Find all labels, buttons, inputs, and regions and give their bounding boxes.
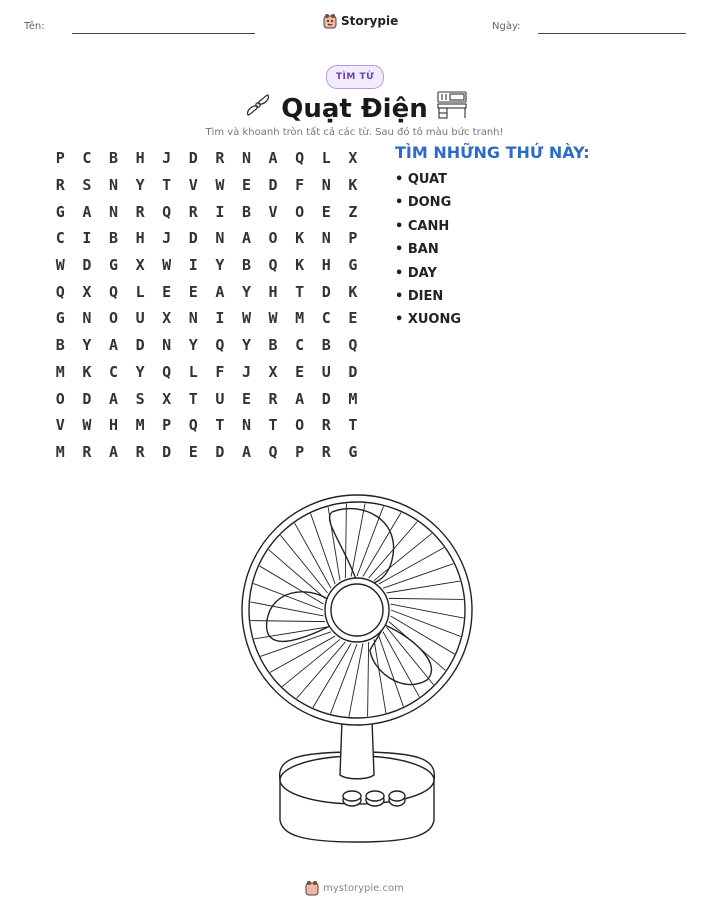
grid-cell[interactable]: R [82, 442, 92, 461]
grid-cell[interactable]: C [82, 149, 92, 168]
grid-cell[interactable]: H [135, 149, 145, 168]
grid-cell[interactable]: Q [348, 336, 358, 355]
grid-cell[interactable]: B [108, 229, 118, 248]
grid-cell[interactable]: I [215, 202, 225, 221]
grid-cell[interactable]: R [268, 389, 278, 408]
grid-cell[interactable]: G [55, 309, 65, 328]
grid-cell[interactable]: N [321, 176, 331, 195]
grid-cell[interactable]: W [215, 176, 225, 195]
grid-cell[interactable]: Q [108, 282, 118, 301]
brand-name: Storypie [341, 14, 399, 28]
grid-cell[interactable]: L [321, 149, 331, 168]
grid-cell[interactable]: X [82, 282, 92, 301]
grid-cell[interactable]: N [108, 202, 118, 221]
instructions: Tìm và khoanh tròn tất cả các từ. Sau đó tô màu bức tranh! [205, 127, 504, 138]
grid-cell[interactable]: W [82, 416, 92, 435]
grid-cell[interactable]: R [135, 442, 145, 461]
grid-cell[interactable]: U [135, 309, 145, 328]
grid-cell[interactable]: T [295, 282, 305, 301]
grid-cell[interactable]: D [321, 389, 331, 408]
grid-cell[interactable]: D [82, 256, 92, 275]
grid-cell[interactable]: Q [295, 149, 305, 168]
grid-cell[interactable]: Y [188, 336, 198, 355]
grid-cell[interactable]: G [55, 202, 65, 221]
storypie-logo-icon [305, 880, 319, 896]
grid-cell[interactable]: P [55, 149, 65, 168]
grid-cell[interactable]: W [162, 256, 172, 275]
grid-cell[interactable]: H [135, 229, 145, 248]
date-line[interactable] [538, 33, 686, 34]
word-list-item: • DIEN [395, 287, 461, 310]
grid-cell[interactable]: D [135, 336, 145, 355]
grid-cell[interactable]: A [108, 336, 118, 355]
word-search-grid [47, 145, 366, 465]
grid-cell[interactable]: O [268, 229, 278, 248]
grid-cell[interactable]: A [108, 442, 118, 461]
grid-cell[interactable]: M [55, 362, 65, 381]
grid-cell[interactable]: T [268, 416, 278, 435]
grid-cell[interactable]: A [82, 202, 92, 221]
grid-cell[interactable]: W [241, 309, 251, 328]
grid-cell[interactable]: E [295, 362, 305, 381]
grid-cell[interactable]: Q [162, 362, 172, 381]
desk-icon [436, 90, 468, 120]
grid-cell[interactable]: I [82, 229, 92, 248]
page-title: Quạt Điện [281, 94, 428, 124]
grid-cell[interactable]: Q [162, 202, 172, 221]
grid-cell[interactable]: R [135, 202, 145, 221]
grid-cell[interactable]: N [108, 176, 118, 195]
grid-cell[interactable]: I [215, 309, 225, 328]
grid-cell[interactable]: D [348, 362, 358, 381]
name-line[interactable] [72, 33, 255, 34]
word-list-item: • DAY [395, 264, 461, 287]
name-label: Tên: [24, 21, 45, 32]
grid-cell[interactable]: B [321, 336, 331, 355]
grid-cell[interactable]: H [321, 256, 331, 275]
grid-cell[interactable]: T [162, 176, 172, 195]
grid-cell[interactable]: N [82, 309, 92, 328]
grid-cell[interactable]: V [268, 202, 278, 221]
grid-cell[interactable]: A [241, 229, 251, 248]
grid-cell[interactable]: E [321, 202, 331, 221]
grid-cell[interactable]: O [55, 389, 65, 408]
grid-cell[interactable]: R [55, 176, 65, 195]
grid-cell[interactable]: Z [348, 202, 358, 221]
grid-cell[interactable]: P [295, 442, 305, 461]
footer-url[interactable]: mystorypie.com [323, 882, 404, 894]
grid-cell[interactable]: Q [268, 256, 278, 275]
grid-cell[interactable]: O [295, 202, 305, 221]
grid-cell[interactable]: K [348, 176, 358, 195]
electric-fan-illustration [232, 490, 482, 855]
word-list-item: • CANH [395, 217, 461, 240]
grid-cell[interactable]: D [268, 176, 278, 195]
grid-cell[interactable]: X [268, 362, 278, 381]
grid-cell[interactable]: N [162, 336, 172, 355]
grid-cell[interactable]: N [241, 149, 251, 168]
grid-cell[interactable]: E [162, 282, 172, 301]
grid-cell[interactable]: Y [241, 336, 251, 355]
grid-cell[interactable]: A [241, 442, 251, 461]
grid-cell[interactable]: S [135, 389, 145, 408]
grid-cell[interactable]: W [268, 309, 278, 328]
grid-cell[interactable]: N [321, 229, 331, 248]
grid-cell[interactable]: F [295, 176, 305, 195]
grid-cell[interactable]: D [188, 149, 198, 168]
grid-cell[interactable]: P [162, 416, 172, 435]
grid-cell[interactable]: B [241, 202, 251, 221]
grid-cell[interactable]: B [268, 336, 278, 355]
grid-cell[interactable]: G [108, 256, 118, 275]
grid-cell[interactable]: E [188, 282, 198, 301]
grid-cell[interactable]: D [188, 229, 198, 248]
grid-cell[interactable]: B [108, 149, 118, 168]
grid-cell[interactable]: M [348, 389, 358, 408]
grid-cell[interactable]: Q [268, 442, 278, 461]
grid-cell[interactable]: T [188, 389, 198, 408]
footer [0, 880, 709, 896]
grid-cell[interactable]: E [348, 309, 358, 328]
grid-cell[interactable]: K [295, 229, 305, 248]
word-list-item: • DONG [395, 193, 461, 216]
grid-cell[interactable]: A [215, 282, 225, 301]
grid-cell[interactable]: B [241, 256, 251, 275]
word-search-badge: TÌM TỪ [326, 65, 384, 89]
grid-cell[interactable]: K [82, 362, 92, 381]
word-list-item: • BAN [395, 240, 461, 263]
grid-cell[interactable]: M [295, 309, 305, 328]
grid-cell[interactable]: Y [135, 362, 145, 381]
grid-cell[interactable]: Y [82, 336, 92, 355]
grid-cell[interactable]: U [321, 362, 331, 381]
grid-cell[interactable]: R [215, 149, 225, 168]
grid-cell[interactable]: Y [241, 282, 251, 301]
grid-cell[interactable]: H [268, 282, 278, 301]
grid-cell[interactable]: N [215, 229, 225, 248]
grid-cell[interactable]: X [348, 149, 358, 168]
grid-cell[interactable]: M [135, 416, 145, 435]
grid-cell[interactable]: E [241, 176, 251, 195]
grid-cell[interactable]: D [321, 282, 331, 301]
date-label: Ngày: [492, 21, 521, 32]
grid-cell[interactable]: G [348, 256, 358, 275]
grid-cell[interactable]: X [162, 309, 172, 328]
grid-cell[interactable]: L [188, 362, 198, 381]
grid-cell[interactable]: D [82, 389, 92, 408]
grid-cell[interactable]: J [162, 229, 172, 248]
brand [323, 13, 398, 29]
grid-cell[interactable]: F [215, 362, 225, 381]
grid-cell[interactable]: E [188, 442, 198, 461]
word-list [395, 170, 461, 334]
storypie-logo-icon [323, 13, 337, 29]
grid-cell[interactable]: A [295, 389, 305, 408]
grid-cell[interactable]: C [295, 336, 305, 355]
grid-cell[interactable]: J [241, 362, 251, 381]
grid-cell[interactable]: B [55, 336, 65, 355]
grid-cell[interactable]: T [215, 416, 225, 435]
grid-cell[interactable]: M [55, 442, 65, 461]
grid-cell[interactable]: R [321, 416, 331, 435]
grid-cell[interactable]: I [188, 256, 198, 275]
grid-cell[interactable]: C [321, 309, 331, 328]
grid-cell[interactable]: N [241, 416, 251, 435]
grid-cell[interactable]: C [55, 229, 65, 248]
grid-cell[interactable]: P [348, 229, 358, 248]
grid-cell[interactable]: U [215, 389, 225, 408]
grid-cell[interactable]: R [321, 442, 331, 461]
grid-cell[interactable]: G [348, 442, 358, 461]
word-list-heading: TÌM NHỮNG THỨ NÀY: [395, 143, 590, 162]
grid-cell[interactable]: D [162, 442, 172, 461]
grid-cell[interactable]: R [188, 202, 198, 221]
grid-cell[interactable]: Q [215, 336, 225, 355]
grid-cell[interactable]: V [55, 416, 65, 435]
grid-cell[interactable]: T [348, 416, 358, 435]
grid-cell[interactable]: K [295, 256, 305, 275]
grid-cell[interactable]: Q [188, 416, 198, 435]
grid-cell[interactable]: O [295, 416, 305, 435]
grid-cell[interactable]: J [162, 149, 172, 168]
word-list-item: • XUONG [395, 310, 461, 333]
grid-cell[interactable]: Q [55, 282, 65, 301]
grid-cell[interactable]: C [108, 362, 118, 381]
grid-cell[interactable]: Y [135, 176, 145, 195]
grid-cell[interactable]: E [241, 389, 251, 408]
grid-cell[interactable]: A [108, 389, 118, 408]
grid-cell[interactable]: Y [215, 256, 225, 275]
word-list-item: • QUAT [395, 170, 461, 193]
grid-cell[interactable]: V [188, 176, 198, 195]
grid-cell[interactable]: X [162, 389, 172, 408]
grid-cell[interactable]: H [108, 416, 118, 435]
grid-cell[interactable]: X [135, 256, 145, 275]
grid-cell[interactable]: D [215, 442, 225, 461]
grid-cell[interactable]: N [188, 309, 198, 328]
grid-cell[interactable]: O [108, 309, 118, 328]
grid-cell[interactable]: W [55, 256, 65, 275]
grid-cell[interactable]: L [135, 282, 145, 301]
grid-cell[interactable]: A [268, 149, 278, 168]
grid-cell[interactable]: K [348, 282, 358, 301]
grid-cell[interactable]: S [82, 176, 92, 195]
